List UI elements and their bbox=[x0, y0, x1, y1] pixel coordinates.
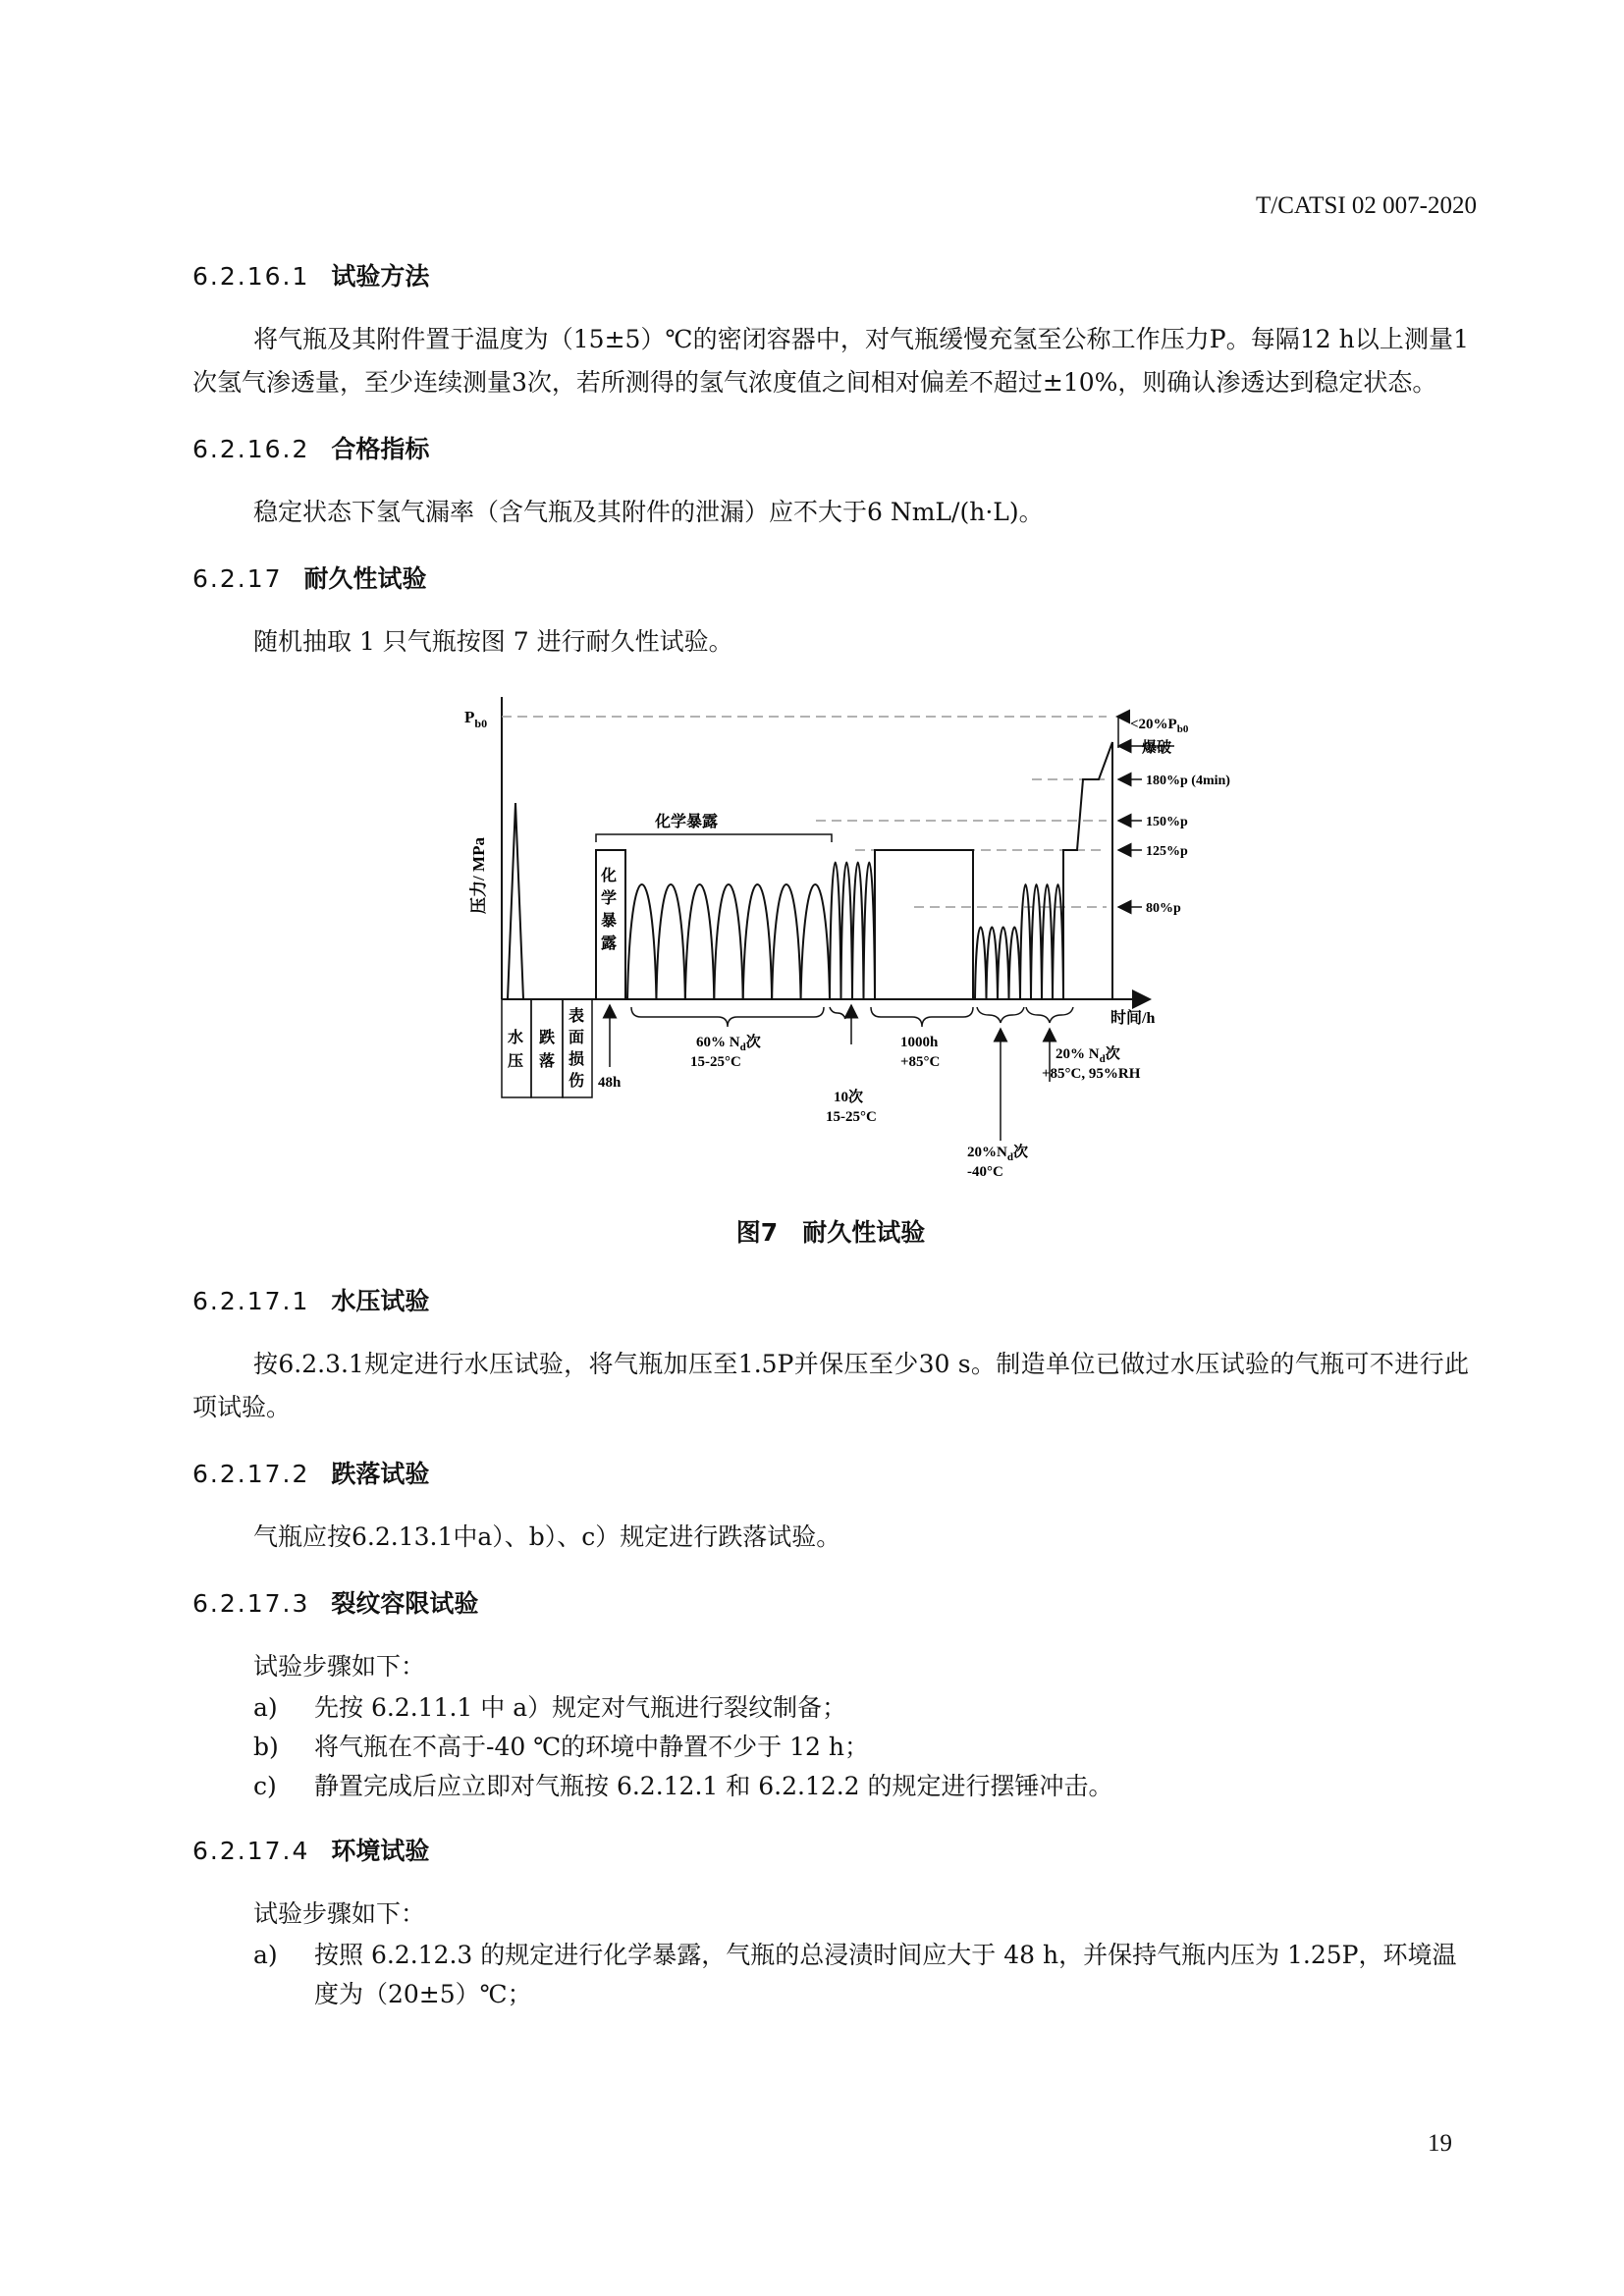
cycles60-label: 60% $N_d$次 bbox=[696, 1035, 761, 1053]
durability-chart bbox=[443, 689, 1230, 1180]
hold-1000h-block bbox=[875, 850, 973, 999]
cycle-150 bbox=[864, 863, 876, 1000]
step-list bbox=[192, 1936, 1469, 2014]
list-marker: a) bbox=[253, 1941, 278, 1969]
chem-vert-4: 露 bbox=[601, 935, 618, 952]
list-item bbox=[253, 1728, 1469, 1767]
brace-60 bbox=[631, 1007, 824, 1027]
drop-1: 跌 bbox=[539, 1030, 556, 1046]
list-marker: a) bbox=[253, 1693, 278, 1722]
cycles20b-label: $20\%N_d$次 bbox=[967, 1145, 1028, 1163]
cycle-125 bbox=[1042, 884, 1053, 999]
list-marker: b) bbox=[253, 1733, 279, 1761]
section-title: 裂纹容限试验 bbox=[331, 1589, 479, 1618]
paragraph: 气瓶应按6.2.13.1中a）、b）、c）规定进行跌落试验。 bbox=[253, 1522, 841, 1551]
section-number: 6.2.17 bbox=[192, 564, 283, 593]
drop-2: 落 bbox=[539, 1053, 556, 1070]
paragraph: 试验步骤如下： bbox=[253, 1652, 426, 1681]
cycle-60 bbox=[801, 884, 830, 999]
chem-vert-3: 暴 bbox=[601, 913, 618, 930]
level-150: 150%p bbox=[1146, 815, 1188, 829]
section-number: 6.2.17.3 bbox=[192, 1589, 310, 1618]
cycle-group-20b bbox=[1020, 884, 1063, 999]
surface-3: 损 bbox=[568, 1051, 585, 1068]
chem-vert-1: 化 bbox=[601, 868, 618, 884]
cycle-group-20a bbox=[975, 928, 1020, 1000]
page-content bbox=[192, 257, 1469, 2014]
y-axis-label: 压力/ MPa bbox=[469, 837, 488, 914]
section-heading bbox=[192, 1832, 1469, 1867]
cycle-80 bbox=[987, 928, 999, 1000]
section-title: 试验方法 bbox=[331, 262, 430, 291]
burst-label: 爆破 bbox=[1142, 740, 1172, 756]
y-top-label: $P_{b0}$ bbox=[464, 708, 488, 730]
level-180: 180%p (4min) bbox=[1146, 774, 1230, 788]
list-item bbox=[253, 1767, 1469, 1806]
hydro-2: 压 bbox=[508, 1053, 524, 1070]
cycle-125 bbox=[1020, 884, 1031, 999]
temp-m40: -40°C bbox=[967, 1164, 1003, 1180]
chem-top-label: 化学暴露 bbox=[655, 814, 719, 830]
cycles20a-label: 20% $N_d$次 bbox=[1056, 1046, 1120, 1065]
hydro-box bbox=[502, 999, 531, 1097]
level-80: 80%p bbox=[1146, 901, 1181, 916]
section-heading bbox=[192, 1282, 1469, 1317]
cycle-125 bbox=[1053, 884, 1063, 999]
drop-box bbox=[531, 999, 563, 1097]
section-title: 跌落试验 bbox=[331, 1460, 430, 1488]
cycle-60 bbox=[714, 884, 742, 999]
list-text: 按照 6.2.12.3 的规定进行化学暴露，气瓶的总浸渍时间应大于 48 h，并保持气瓶内压为 1.25P，环境温度为（20±5）℃； bbox=[314, 1941, 1457, 2008]
step-list bbox=[192, 1688, 1469, 1806]
section-number: 6.2.16.2 bbox=[192, 435, 310, 463]
temp85-label: +85°C bbox=[900, 1054, 941, 1070]
list-text: 静置完成后应立即对气瓶按 6.2.12.1 和 6.2.12.2 的规定进行摆锤冲击。 bbox=[314, 1772, 1113, 1800]
temp85rh-label: +85°C, 95%RH bbox=[1042, 1066, 1141, 1082]
cycle-150 bbox=[830, 863, 841, 1000]
cycle-group-10 bbox=[830, 863, 875, 1000]
cycle-80 bbox=[975, 928, 987, 1000]
final-ramp bbox=[1063, 742, 1112, 999]
cycle-80 bbox=[1009, 928, 1021, 1000]
level-labels bbox=[1118, 717, 1230, 916]
list-marker: c) bbox=[253, 1772, 277, 1800]
section-number: 6.2.17.4 bbox=[192, 1837, 310, 1865]
paragraph: 随机抽取 1 只气瓶按图 7 进行耐久性试验。 bbox=[253, 627, 733, 656]
section-heading bbox=[192, 257, 1469, 293]
figure-caption: 图7 耐久性试验 bbox=[735, 1218, 926, 1247]
durability-test-figure bbox=[443, 689, 1230, 1180]
cycle-150 bbox=[852, 863, 864, 1000]
paragraph: 将气瓶及其附件置于温度为（15±5）℃的密闭容器中，对气瓶缓慢充氢至公称工作压力P。每隔12 h以上测量1次氢气渗透量，至少连续测量3次，若所测得的氢气浓度值之间相对偏差不超过±10%，则确认渗透达到稳定状态。 bbox=[192, 325, 1469, 397]
brace-20b bbox=[1026, 1007, 1073, 1023]
section-title: 耐久性试验 bbox=[303, 564, 427, 593]
paragraph: 试验步骤如下： bbox=[253, 1899, 426, 1928]
surface-4: 伤 bbox=[568, 1073, 585, 1090]
section-title: 环境试验 bbox=[331, 1837, 430, 1865]
cycle-125 bbox=[1031, 884, 1042, 999]
x-axis-label: 时间/h bbox=[1110, 1010, 1156, 1027]
document-code: T/CATSI 02 007-2020 bbox=[1256, 192, 1477, 219]
cycle-60 bbox=[627, 884, 656, 999]
h1000-label: 1000h bbox=[900, 1035, 939, 1050]
paragraph: 稳定状态下氢气漏率（含气瓶及其附件的泄漏）应不大于6 NmL/(h·L)。 bbox=[253, 498, 1044, 526]
temp-15-25b: 15-25°C bbox=[826, 1109, 877, 1125]
cycle-group-60 bbox=[627, 884, 830, 999]
section-heading bbox=[192, 1455, 1469, 1490]
page-number: 19 bbox=[1428, 2130, 1452, 2157]
section-heading bbox=[192, 1584, 1469, 1620]
48h-label: 48h bbox=[598, 1075, 622, 1091]
list-item bbox=[253, 1936, 1469, 2014]
brace-1000 bbox=[871, 1007, 973, 1027]
section-number: 6.2.16.1 bbox=[192, 262, 310, 291]
cycle-60 bbox=[743, 884, 772, 999]
brace-10 bbox=[830, 1007, 845, 1019]
hydro-1: 水 bbox=[508, 1030, 524, 1046]
temp-15-25: 15-25°C bbox=[690, 1054, 741, 1070]
hydro-spike bbox=[508, 803, 523, 999]
list-item bbox=[253, 1688, 1469, 1728]
list-text: 先按 6.2.11.1 中 a）规定对气瓶进行裂纹制备； bbox=[314, 1693, 847, 1722]
section-title: 水压试验 bbox=[331, 1287, 430, 1315]
chem-vert-2: 学 bbox=[601, 890, 618, 907]
surface-2: 面 bbox=[568, 1030, 585, 1046]
cycles10-label: 10次 bbox=[834, 1090, 864, 1105]
level-125: 125%p bbox=[1146, 844, 1188, 859]
top-note: $<20\%P_{b0}$ bbox=[1130, 717, 1189, 735]
section-number: 6.2.17.1 bbox=[192, 1287, 310, 1315]
chem-bracket bbox=[596, 834, 832, 842]
section-title: 合格指标 bbox=[331, 435, 430, 463]
surface-1: 表 bbox=[568, 1008, 585, 1025]
section-heading bbox=[192, 430, 1469, 465]
cycle-60 bbox=[656, 884, 684, 999]
cycle-150 bbox=[841, 863, 853, 1000]
paragraph: 按6.2.3.1规定进行水压试验，将气瓶加压至1.5P并保压至少30 s。制造单位已做过水压试验的气瓶可不进行此项试验。 bbox=[192, 1350, 1469, 1421]
cycle-80 bbox=[998, 928, 1009, 1000]
section-number: 6.2.17.2 bbox=[192, 1460, 310, 1488]
section-heading bbox=[192, 560, 1469, 595]
brace-20a bbox=[977, 1007, 1024, 1023]
cycle-60 bbox=[772, 884, 800, 999]
list-text: 将气瓶在不高于-40 ℃的环境中静置不少于 12 h； bbox=[314, 1733, 869, 1761]
cycle-60 bbox=[685, 884, 714, 999]
